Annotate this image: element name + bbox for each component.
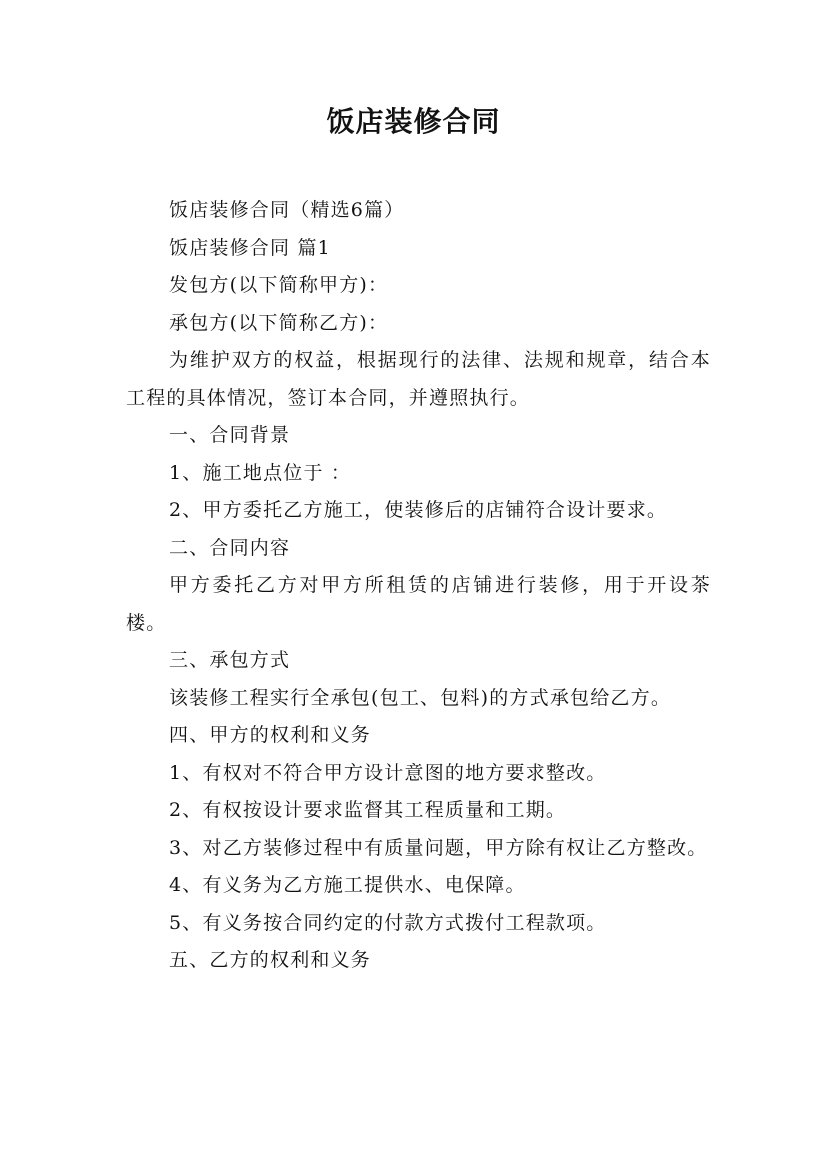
paragraph-preamble: 为维护双方的权益，根据现行的法律、法规和规章，结合本工程的具体情况，签订本合同，并遵照执行。 [126, 349, 711, 409]
clause-1-1: 1、施工地点位于 ： [169, 461, 352, 484]
clause-4-3: 3、对乙方装修过程中有质量问题，甲方除有权让乙方整改。 [169, 836, 708, 859]
clause-4-2: 2、有权按设计要求监督其工程质量和工期。 [169, 799, 567, 821]
section-heading-content: 二、合同内容 [169, 536, 291, 559]
paragraph-party-a: 发包方(以下简称甲方)： [169, 274, 389, 296]
clause-4-1: 1、有权对不符合甲方设计意图的地方要求整改。 [169, 761, 607, 784]
clause-4-5: 5、有义务按合同约定的付款方式拨付工程款项。 [169, 911, 607, 934]
paragraph-intro: 饭店装修合同（精选6篇） [169, 199, 405, 221]
paragraph-contracting: 该装修工程实行全承包(包工、包料)的方式承包给乙方。 [169, 686, 672, 709]
document-body [126, 192, 711, 980]
paragraph-party-b: 承包方(以下简称乙方)： [169, 311, 389, 334]
paragraph-chapter-heading: 饭店装修合同 篇1 [169, 236, 331, 259]
section-heading-party-a-rights: 四、甲方的权利和义务 [169, 724, 372, 746]
document-title: 饭店装修合同 [326, 105, 501, 138]
clause-4-4: 4、有义务为乙方施工提供水、电保障。 [169, 874, 526, 896]
paragraph-content: 甲方委托乙方对甲方所租赁的店铺进行装修，用于开设茶楼。 [126, 574, 711, 634]
section-heading-contracting: 三、承包方式 [169, 649, 291, 671]
clause-1-2: 2、甲方委托乙方施工，使装修后的店铺符合设计要求。 [169, 499, 668, 521]
section-heading-party-b-rights: 五、乙方的权利和义务 [169, 949, 372, 971]
section-heading-background: 一、合同背景 [169, 424, 291, 446]
